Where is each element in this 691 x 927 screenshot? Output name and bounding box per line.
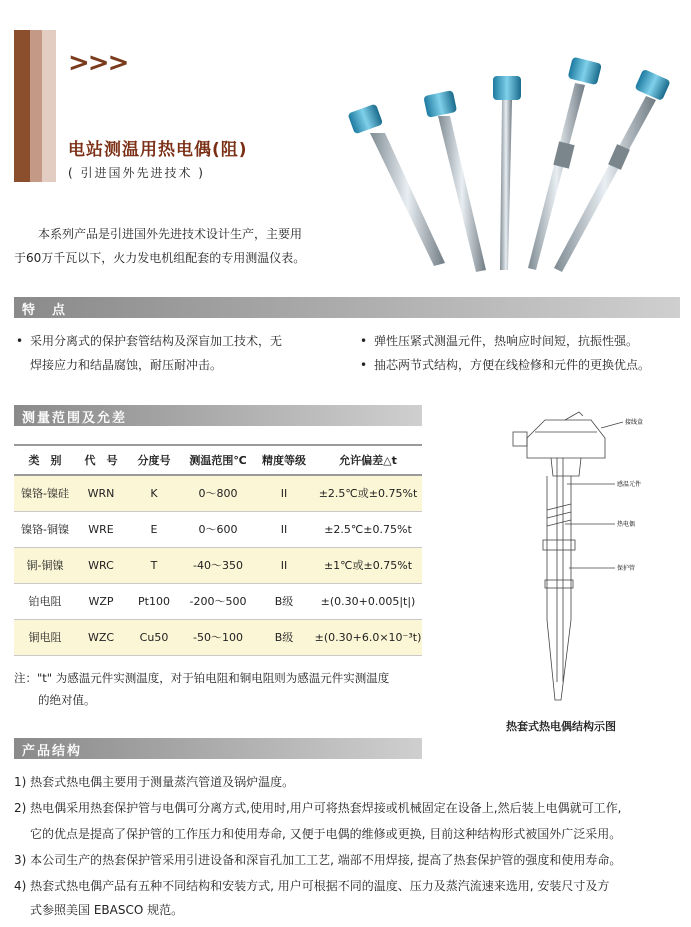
col-header: 分度号: [126, 445, 182, 475]
structure-item-3: 3) 本公司生产的热套保护管采用引进设备和深盲孔加工工艺, 端部不用焊接, 提高了热套保护管的强度和使用寿命。: [14, 853, 622, 867]
diagram-caption: 热套式热电偶结构示图: [506, 720, 616, 733]
range-heading-bar: [14, 405, 422, 426]
feature-left-text-cont: 焊接应力和结晶腐蚀，耐压耐冲击。: [30, 358, 223, 372]
table-cell: E: [126, 511, 182, 547]
col-header: 精度等级: [254, 445, 314, 475]
table-row: [14, 583, 422, 619]
structure-item-4: 4) 热套式热电偶产品有五种不同结构和安装方式, 用户可根据不同的温度、压力及蒸汽流速来选用, 安装尺寸及方: [14, 879, 610, 893]
table-cell: II: [254, 475, 314, 511]
table-cell: T: [126, 547, 182, 583]
table-cell: -200～500: [182, 583, 254, 619]
table-cell: ±2.5℃±0.75%t: [314, 511, 422, 547]
table-cell: B级: [254, 619, 314, 655]
page-title: 电站测温用热电偶(阻): [68, 140, 248, 160]
probe-4: [528, 57, 602, 270]
table-cell: WZC: [76, 619, 126, 655]
intro-line-1: 本系列产品是引进国外先进技术设计生产，主要用: [38, 227, 303, 241]
col-header: 代 号: [76, 445, 126, 475]
structure-item-2-cont: 它的优点是提高了保护管的工作压力和使用寿命, 又便于电偶的维修或更换, 目前这种结构形式被国外广泛采用。: [30, 827, 622, 841]
structure-heading: 产品结构: [22, 744, 83, 759]
structure-item-2: 2) 热电偶采用热套保护管与电偶可分离方式,使用时,用户可将热套焊接或机械固定在设备上,然后装上电偶就可工作,: [14, 801, 622, 815]
table-cell: -50～100: [182, 619, 254, 655]
table-cell: B级: [254, 583, 314, 619]
intro-line-2: 于60万千瓦以下，火力发电机组配套的专用测温仪表。: [14, 251, 306, 265]
structure-item-4-cont: 式参照美国 EBASCO 规范。: [30, 903, 184, 917]
table-cell: WRN: [76, 475, 126, 511]
feature-right-bullet-1: •: [360, 334, 368, 348]
table-cell: WRC: [76, 547, 126, 583]
table-header-row: [14, 445, 422, 475]
table-cell: II: [254, 511, 314, 547]
feature-right-bullet-2: •: [360, 358, 368, 372]
table-cell: ±(0.30+6.0×10⁻³t): [314, 619, 422, 655]
table-cell: -40～350: [182, 547, 254, 583]
table-cell: WRE: [76, 511, 126, 547]
table-cell: 镍铬-镍硅: [14, 475, 76, 511]
feature-left-bullet: •: [16, 334, 24, 348]
page-subtitle: ( 引进国外先进技术 ): [68, 166, 205, 180]
col-header: 类 别: [14, 445, 76, 475]
range-note-line-2: 的绝对值。: [38, 693, 96, 707]
diagram-label-junction-box: 接线盒: [625, 419, 644, 426]
structure-heading-bar: [14, 738, 422, 759]
table-cell: 0～800: [182, 475, 254, 511]
range-heading: 测量范围及允差: [22, 411, 128, 426]
diagram-label-sensing-element: 感温元件: [617, 481, 642, 488]
table-cell: 铂电阻: [14, 583, 76, 619]
table-row: [14, 475, 422, 511]
features-heading: 特 点: [22, 303, 68, 318]
feature-right-text-2: 抽芯两节式结构，方便在线检修和元件的更换优点。: [374, 358, 651, 372]
header-stripe-mid: [30, 30, 42, 182]
table-row: [14, 511, 422, 547]
col-header: 允许偏差△t: [314, 445, 422, 475]
header-stripe-dark: [14, 30, 30, 182]
table-cell: II: [254, 547, 314, 583]
probe-1: [347, 103, 445, 266]
table-cell: K: [126, 475, 182, 511]
chevrons-decoration: >>>: [68, 48, 128, 78]
range-table: [14, 444, 422, 656]
table-cell: ±(0.30+0.005|t|): [314, 583, 422, 619]
features-heading-bar: [14, 297, 680, 318]
table-cell: 铜电阻: [14, 619, 76, 655]
table-cell: 镍铬-铜镍: [14, 511, 76, 547]
table-cell: Pt100: [126, 583, 182, 619]
table-cell: 铜-铜镍: [14, 547, 76, 583]
structure-diagram: [505, 410, 665, 710]
diagram-label-protection-tube: 保护管: [617, 565, 636, 572]
probe-3: [493, 76, 521, 270]
table-cell: ±1℃或±0.75%t: [314, 547, 422, 583]
col-header: 测温范围℃: [182, 445, 254, 475]
diagram-label-thermocouple: 热电偶: [617, 521, 636, 528]
table-row: [14, 619, 422, 655]
range-note-line-1: 注："t" 为感温元件实测温度，对于铂电阻和铜电阻则为感温元件实测温度: [14, 671, 390, 685]
feature-right-text-1: 弹性压紧式测温元件，热响应时间短，抗振性强。: [374, 334, 639, 348]
structure-item-1: 1) 热套式热电偶主要用于测量蒸汽管道及锅炉温度。: [14, 775, 295, 789]
table-cell: ±2.5℃或±0.75%t: [314, 475, 422, 511]
feature-left-text: 采用分离式的保护套管结构及深盲加工技术，无: [30, 334, 283, 348]
table-cell: 0～600: [182, 511, 254, 547]
header-stripe-light: [42, 30, 56, 182]
table-cell: Cu50: [126, 619, 182, 655]
table-row: [14, 547, 422, 583]
table-cell: WZP: [76, 583, 126, 619]
product-photo: [330, 38, 680, 278]
